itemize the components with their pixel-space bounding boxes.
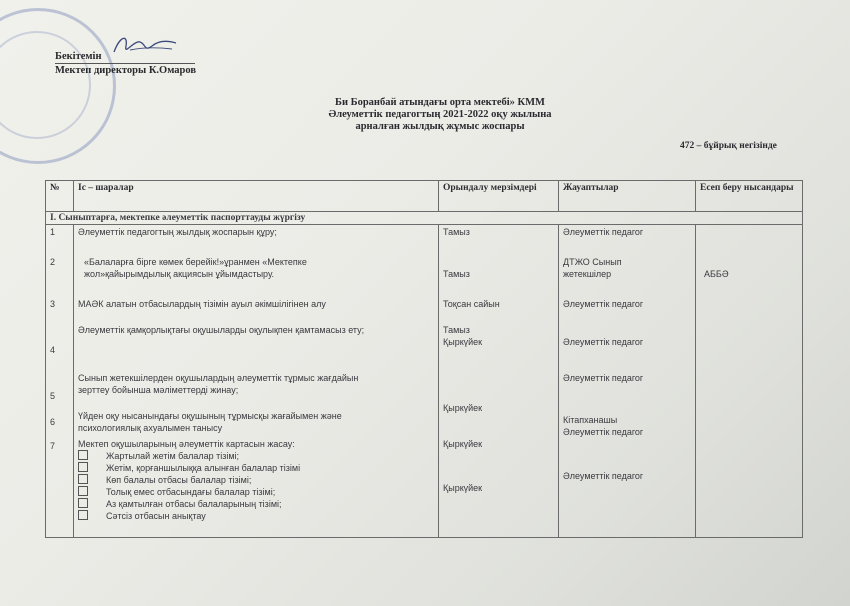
checkbox-bullet-icon — [78, 450, 88, 460]
checkbox-bullet-icon — [78, 462, 88, 472]
responsible-text: Әлеуметтік педагог — [563, 337, 644, 347]
section-title: І. Сыныптарға, мектепке әлеуметтік паспорттауды жүргізу — [46, 212, 803, 225]
bullet-item: Толық емес отбасындағы балалар тізімі; — [78, 486, 275, 498]
date-text: Тамыз — [443, 227, 470, 237]
header-responsible: Жауаптылар — [559, 181, 696, 212]
row-number: 3 — [50, 299, 56, 309]
bullet-item: Көп балалы отбасы балалар тізімі; — [78, 474, 251, 486]
order-reference: 472 – бұйрық негізінде — [680, 141, 777, 151]
section-row — [46, 212, 803, 225]
checkbox-bullet-icon — [78, 486, 88, 496]
title-line-2: Әлеуметтік педагогтың 2021-2022 оқу жылына — [328, 109, 552, 120]
row-number: 6 — [50, 417, 56, 427]
number-column — [46, 225, 74, 538]
school-stamp — [0, 8, 116, 164]
plan-table — [45, 180, 803, 538]
dates-column — [439, 225, 559, 538]
approval-director: Мектеп директоры К.Омаров — [55, 65, 197, 76]
responsible-text: Әлеуметтік педагог — [563, 471, 644, 481]
responsible-text: ДТЖО Сынып жетекшілер — [563, 257, 622, 279]
row-number: 4 — [50, 345, 56, 355]
row-number: 5 — [50, 391, 56, 401]
activity-text: Әлеуметтік педагогтың жылдық жоспарын құру; — [78, 227, 277, 237]
title-line-1: Би Боранбай атындағы орта мектебі» КММ — [335, 97, 545, 108]
bullet-item: Аз қамтылған отбасы балаларының тізімі; — [78, 498, 282, 510]
row-number: 2 — [50, 257, 56, 267]
approval-block — [55, 50, 196, 77]
responsible-text: Әлеуметтік педагог — [563, 373, 644, 383]
checkbox-bullet-icon — [78, 510, 88, 520]
responsible-column — [559, 225, 696, 538]
header-activities: Іс – шаралар — [74, 181, 439, 212]
document-title — [250, 97, 630, 133]
header-deadlines: Орындалу мерзімдері — [439, 181, 559, 212]
report-form-column — [696, 225, 803, 538]
date-text: Тамыз — [443, 269, 470, 279]
activity-text: МАӘК алатын отбасылардың тізімін ауыл әкімшілігінен алу — [78, 299, 326, 309]
bullet-item: Жартылай жетім балалар тізімі; — [78, 450, 239, 462]
row-number: 1 — [50, 227, 56, 237]
approval-label: Бекітемін — [55, 50, 195, 64]
activity-text: Мектеп оқушыларының әлеуметтік картасын жасау: — [78, 439, 295, 449]
activity-text: Үйден оқу нысанындағы оқушының тұрмысқы жағайымен және психологиялық ахуалымен танысу — [78, 411, 342, 433]
table-header-row — [46, 181, 803, 212]
activity-text: Сынып жетекшілерден оқушылардың әлеуметтік тұрмыс жағдайын зерттеу бойынша мәліметтерді жинау; — [78, 373, 359, 395]
checkbox-bullet-icon — [78, 498, 88, 508]
bullet-item: Сәтсіз отбасын анықтау — [78, 510, 206, 522]
row-number: 7 — [50, 441, 56, 451]
date-text: Қыркүйек — [443, 439, 483, 449]
activity-text: «Балаларға бірге көмек берейік!»ұранмен «Мектепке жол»қайырымдылық акциясын ұйымдастыру. — [84, 257, 307, 279]
date-text: Тамыз Қыркүйек — [443, 325, 483, 347]
responsible-text: Кітапханашы Әлеуметтік педагог — [563, 415, 644, 437]
checkbox-bullet-icon — [78, 474, 88, 484]
responsible-text: Әлеуметтік педагог — [563, 227, 644, 237]
bullet-item: Жетім, қорғаншылыққа алынған балалар тізімі — [78, 462, 300, 474]
title-line-3: арналған жылдық жұмыс жоспары — [355, 121, 525, 132]
date-text: Қыркүйек — [443, 483, 483, 493]
activity-text: Әлеуметтік қамқорлықтағы оқушыларды оқулықпен қамтамасыз ету; — [78, 325, 365, 335]
report-form-text: АББӘ — [704, 269, 729, 279]
date-text: Қыркүйек — [443, 403, 483, 413]
activities-column — [74, 225, 439, 538]
header-number: № — [46, 181, 74, 212]
table-body-row — [46, 225, 803, 538]
header-report-form: Есеп беру нысандары — [696, 181, 803, 212]
date-text: Тоқсан сайын — [443, 299, 500, 309]
responsible-text: Әлеуметтік педагог — [563, 299, 644, 309]
